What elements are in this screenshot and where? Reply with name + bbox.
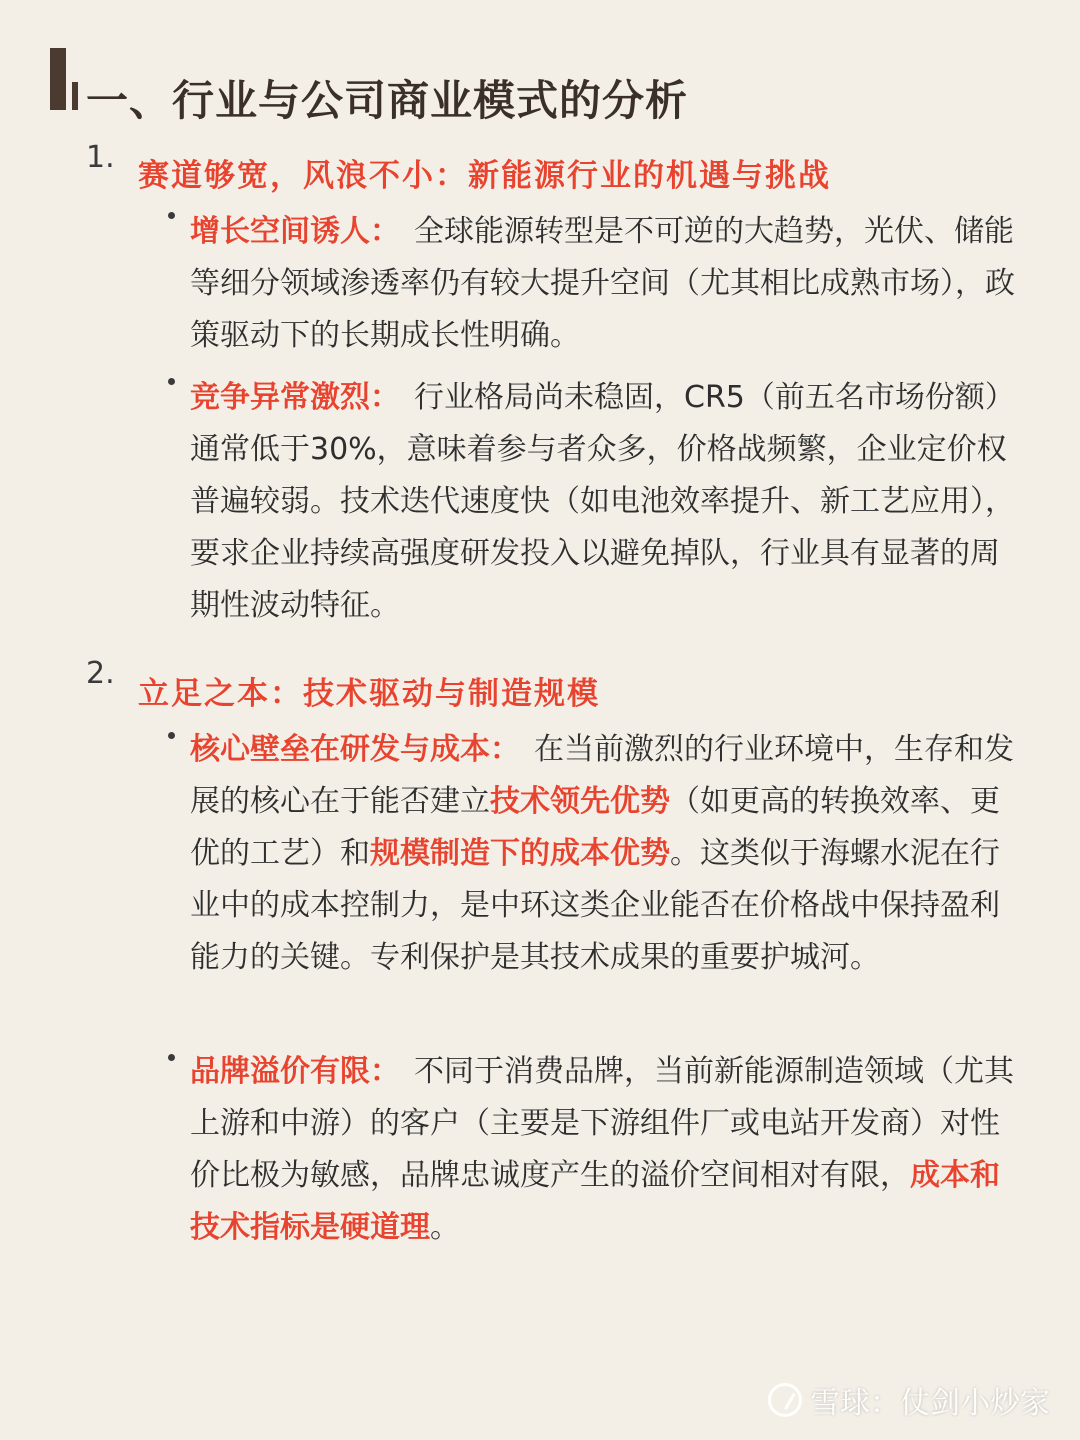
highlight-text: 成本和技术指标是硬道理 [190, 1158, 1000, 1245]
bullet-dot [168, 732, 175, 739]
section-title: 一、行业与公司商业模式的分析 [86, 76, 689, 125]
bullet-dot [168, 378, 175, 385]
bullet-label: 增长空间诱人： [190, 214, 400, 249]
bullet-text: 在当前激烈的行业环境中，生存和发展的核心在于能否建立 [190, 732, 1014, 819]
title-accent-bar-small [72, 82, 78, 110]
item-number: 1. [86, 140, 115, 175]
title-accent-bar [50, 48, 66, 110]
bullet-paragraph [190, 372, 1020, 632]
bullet-text: 不同于消费品牌，当前新能源制造领域（尤其上游和中游）的客户（主要是下游组件厂或电站开发商）对性价比极为敏感，品牌忠诚度产生的溢价空间相对有限， [190, 1054, 1014, 1193]
bullet-text: 行业格局尚未稳固，CR5（前五名市场份额）通常低于30%，意味着参与者众多，价格战频繁，企业定价权普遍较弱。技术迭代速度快（如电池效率提升、新工艺应用），要求企业持续高强度研发投入以避免掉队，行业具有显著的周期性波动特征。 [190, 380, 1015, 623]
bullet-text: （如更高的转换效率、更优的工艺）和 [190, 784, 1000, 871]
highlight-text: 规模制造下的成本优势 [370, 836, 670, 871]
item-heading: 赛道够宽，风浪不小：新能源行业的机遇与挑战 [138, 158, 831, 194]
bullet-dot [168, 1054, 175, 1061]
watermark [768, 1378, 1050, 1422]
bullet-dot [168, 212, 175, 219]
bullet-text: 。这类似于海螺水泥在行业中的成本控制力，是中环这类企业能否在价格战中保持盈利能力的关键。专利保护是其技术成果的重要护城河。 [190, 836, 1000, 975]
highlight-text: 技术领先优势 [490, 784, 670, 819]
bullet-label: 品牌溢价有限： [190, 1054, 400, 1089]
bullet-paragraph [190, 206, 1020, 362]
item-heading: 立足之本：技术驱动与制造规模 [138, 676, 600, 712]
bullet-label: 核心壁垒在研发与成本： [190, 732, 520, 767]
xueqiu-logo-icon [768, 1383, 802, 1417]
bullet-paragraph [190, 1046, 1020, 1254]
watermark-text: 雪球：仗剑小炒家 [810, 1386, 1050, 1421]
item-number: 2. [86, 656, 115, 691]
bullet-label: 竞争异常激烈： [190, 380, 400, 415]
bullet-text: 。 [430, 1210, 460, 1245]
bullet-text: 全球能源转型是不可逆的大趋势，光伏、储能等细分领域渗透率仍有较大提升空间（尤其相比成熟市场），政策驱动下的长期成长性明确。 [190, 214, 1015, 353]
bullet-paragraph [190, 724, 1020, 984]
